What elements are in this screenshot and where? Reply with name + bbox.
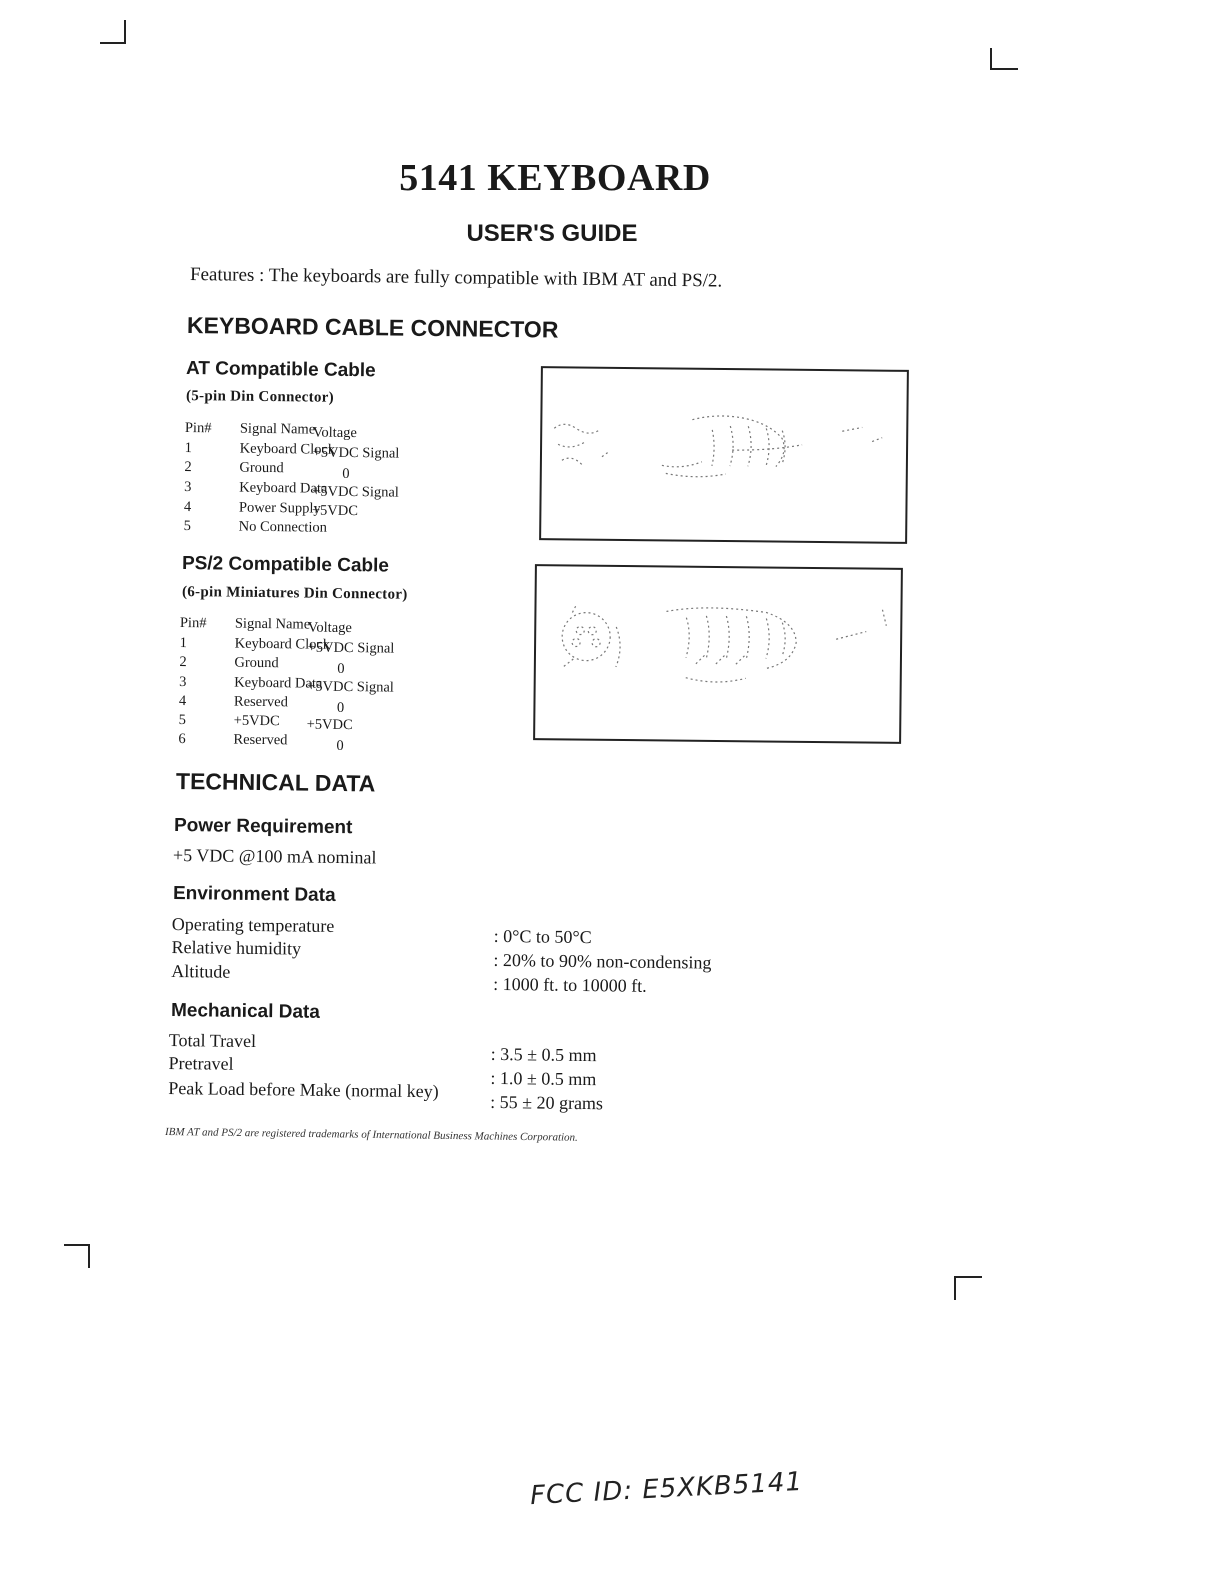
- pin-header: Pin#: [179, 615, 207, 632]
- mech-label: Total Travel: [168, 1030, 257, 1052]
- at-connector-type: (5-pin Din Connector): [185, 388, 335, 406]
- voltage-value: +5VDC: [306, 716, 353, 734]
- env-label: Relative humidity: [171, 936, 302, 959]
- env-value: : 20% to 90% non-condensing: [493, 949, 712, 973]
- fcc-id-handwritten: FCC ID: E5XKB5141: [529, 1466, 804, 1512]
- at-cable-title: AT Compatible Cable: [185, 358, 376, 382]
- mech-label: Pretravel: [168, 1052, 234, 1074]
- env-value: : 1000 ft. to 10000 ft.: [493, 973, 647, 996]
- mech-label: Peak Load before Make (normal key): [168, 1077, 439, 1102]
- technical-data-heading: TECHNICAL DATA: [175, 768, 376, 797]
- environment-data-list: [171, 914, 772, 1001]
- ps2-cable-illustration: [535, 566, 901, 742]
- cable-connector-heading: KEYBOARD CABLE CONNECTOR: [186, 312, 559, 343]
- signal-name: Keyboard Clock: [234, 635, 331, 653]
- signal-name: Ground: [234, 654, 279, 672]
- voltage-value: 0: [337, 660, 345, 678]
- trademark-footnote: IBM AT and PS/2 are registered trademarks of International Business Machines Corporation.: [164, 1126, 578, 1144]
- mech-value: : 55 ± 20 grams: [490, 1091, 604, 1114]
- at-cable-illustration: [541, 368, 907, 542]
- voltage-header: Voltage: [307, 619, 352, 637]
- ps2-connector-image: [533, 564, 903, 744]
- signal-name: +5VDC: [233, 712, 280, 730]
- signal-name: No Connection: [238, 518, 327, 536]
- voltage-value: 0: [336, 699, 345, 717]
- mech-value: : 3.5 ± 0.5 mm: [490, 1043, 597, 1066]
- env-value: : 0°C to 50°C: [493, 925, 592, 948]
- at-pin-table: [184, 420, 485, 544]
- signal-name: Power Supply: [238, 499, 321, 517]
- signal-name: Keyboard Data: [239, 479, 328, 497]
- pin-number: 4: [178, 692, 187, 710]
- voltage-header: Voltage: [312, 424, 357, 442]
- signal-header: Signal Name: [234, 615, 311, 633]
- ps2-pin-table: [178, 615, 480, 759]
- crop-mark-bottom-right: [954, 1276, 982, 1300]
- signal-name: Ground: [239, 459, 284, 477]
- pin-number: 2: [179, 653, 187, 671]
- pin-number: 5: [178, 711, 187, 729]
- mechanical-data-title: Mechanical Data: [170, 1000, 321, 1023]
- at-connector-image: [539, 366, 909, 544]
- signal-name: Reserved: [233, 731, 288, 749]
- voltage-value: +5VDC Signal: [312, 483, 399, 501]
- env-label: Operating temperature: [171, 914, 335, 936]
- pin-number: 6: [178, 730, 186, 748]
- signal-name: Keyboard Clock: [239, 440, 336, 458]
- crop-mark-bottom-left: [64, 1244, 90, 1268]
- power-requirement-title: Power Requirement: [173, 815, 353, 839]
- voltage-value: +5VDC Signal: [312, 444, 400, 462]
- voltage-value: +5VDC Signal: [307, 678, 394, 696]
- pin-number: 1: [179, 634, 188, 652]
- voltage-value: +5VDC: [311, 502, 359, 520]
- signal-name: Keyboard Data: [234, 674, 323, 692]
- signal-name: Reserved: [233, 693, 288, 711]
- pin-header: Pin#: [184, 420, 212, 437]
- signal-header: Signal Name: [239, 420, 316, 438]
- pin-number: 3: [184, 478, 192, 496]
- pin-number: 2: [184, 458, 192, 476]
- ps2-cable-title: PS/2 Compatible Cable: [181, 553, 390, 577]
- pin-number: 5: [183, 517, 192, 535]
- mechanical-data-list: [168, 1030, 769, 1127]
- voltage-value: 0: [336, 737, 344, 755]
- pin-number: 1: [184, 439, 193, 457]
- pin-number: 4: [183, 498, 192, 516]
- page-title: 5141 KEYBOARD: [399, 157, 711, 199]
- environment-data-title: Environment Data: [172, 883, 336, 906]
- page-subtitle: USER'S GUIDE: [466, 220, 638, 247]
- ps2-connector-type: (6-pin Miniatures Din Connector): [181, 584, 408, 603]
- crop-mark-top-left: [100, 20, 126, 44]
- voltage-value: +5VDC Signal: [307, 639, 395, 657]
- mech-value: : 1.0 ± 0.5 mm: [490, 1067, 597, 1090]
- power-requirement-value: +5 VDC @100 mA nominal: [172, 845, 377, 868]
- env-label: Altitude: [171, 960, 231, 982]
- pin-number: 3: [179, 673, 187, 691]
- crop-mark-top-right: [990, 48, 1018, 70]
- voltage-value: 0: [342, 465, 350, 483]
- features-text: Features : The keyboards are fully compatible with IBM AT and PS/2.: [189, 264, 723, 292]
